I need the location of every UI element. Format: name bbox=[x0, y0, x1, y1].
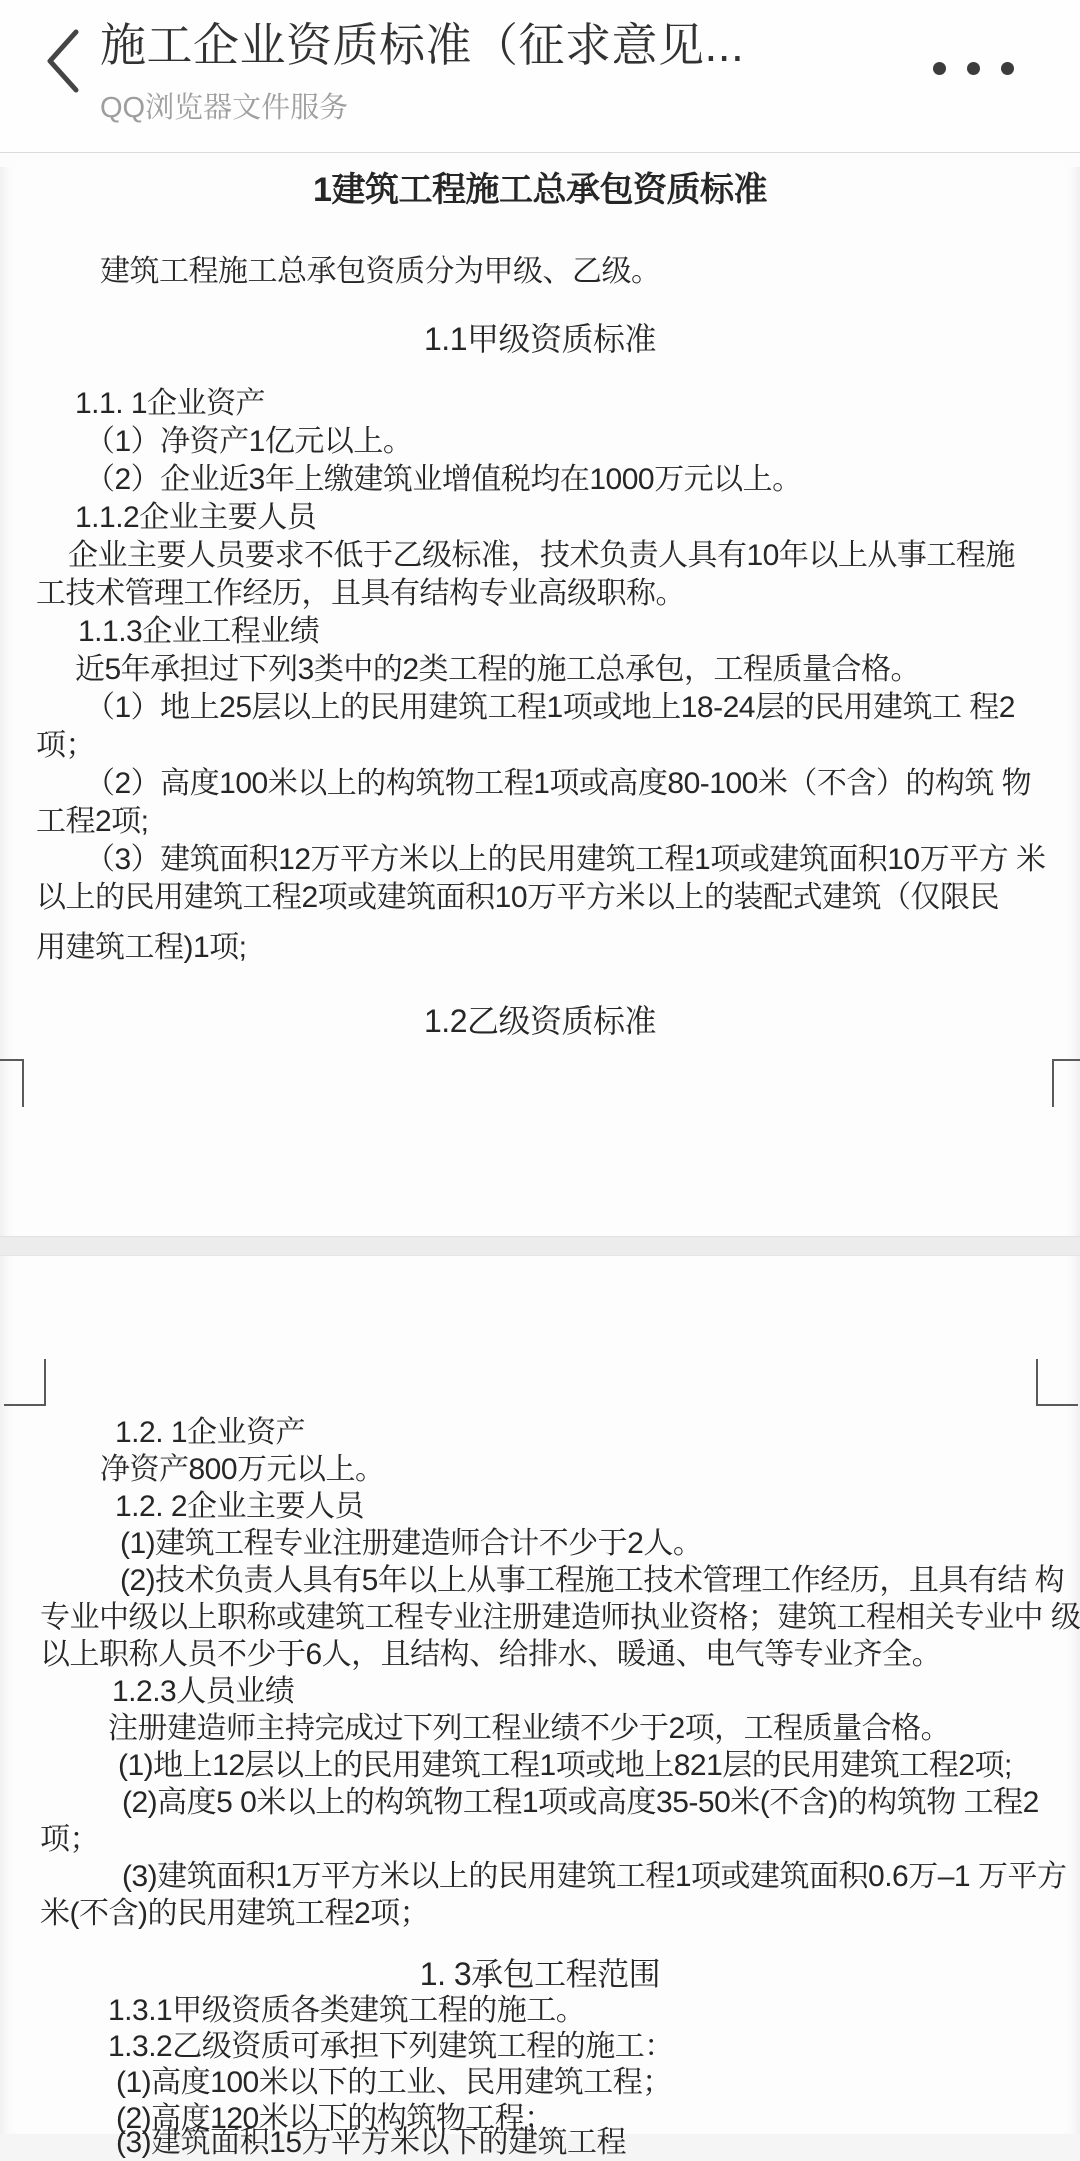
section-heading: 1建筑工程施工总承包资质标准 bbox=[313, 171, 767, 209]
page-2-body bbox=[0, 1256, 1080, 2161]
doc-line: （2）企业近3年上缴建筑业增值税均在1000万元以上。 bbox=[85, 463, 802, 496]
doc-line: 专业中级以上职称或建筑工程专业注册建造师执业资格；建筑工程相关专业中 级 bbox=[40, 1601, 1080, 1634]
page-separator bbox=[0, 1236, 1080, 1256]
doc-line: （1）净资产1亿元以上。 bbox=[85, 425, 413, 458]
three-dots-icon bbox=[1001, 62, 1014, 75]
doc-line: (1)建筑工程专业注册建造师合计不少于2人。 bbox=[120, 1527, 703, 1560]
service-subtitle: QQ浏览器文件服务 bbox=[100, 92, 349, 124]
back-button[interactable] bbox=[36, 26, 92, 96]
doc-line: 1.2. 2企业主要人员 bbox=[115, 1490, 365, 1523]
doc-line: 1.1. 1企业资产 bbox=[75, 387, 266, 420]
doc-line: 企业主要人员要求不低于乙级标准，技术负责人具有10年以上从事工程施 bbox=[68, 539, 1015, 572]
doc-line: 用建筑工程)1项; bbox=[36, 931, 247, 964]
page-corner-mark bbox=[1052, 1059, 1080, 1107]
header-bar bbox=[0, 0, 1080, 153]
scope-list bbox=[0, 1993, 1080, 2161]
section-heading: 1.2乙级资质标准 bbox=[424, 1003, 656, 1039]
doc-line: （1）地上25层以上的民用建筑工程1项或地上18-24层的民用建筑工 程2 bbox=[85, 691, 1015, 724]
doc-line: (2)高度5 0米以上的构筑物工程1项或高度35-50米(不含)的构筑物 工程2 bbox=[122, 1786, 1039, 1819]
doc-line: 1.1.2企业主要人员 bbox=[75, 501, 317, 534]
doc-line: (1)高度100米以下的工业、民用建筑工程； bbox=[116, 2066, 672, 2099]
doc-line: 项； bbox=[36, 729, 95, 762]
section-heading: 1.1甲级资质标准 bbox=[424, 321, 656, 357]
doc-line: 净资产800万元以上。 bbox=[100, 1453, 385, 1486]
doc-line: 1.2. 1企业资产 bbox=[115, 1416, 306, 1449]
doc-line-clipped: (3)建筑面积15万平方米以下的建筑工程 bbox=[116, 2126, 627, 2159]
chevron-left-icon bbox=[36, 26, 92, 96]
doc-line: （3）建筑面积12万平方米以上的民用建筑工程1项或建筑面积10万平方 米 bbox=[85, 843, 1046, 876]
document-page-2 bbox=[0, 1256, 1080, 2159]
doc-line: 1.1.3企业工程业绩 bbox=[78, 615, 320, 648]
page-corner-mark bbox=[1036, 1359, 1078, 1406]
doc-line: (2)技术负责人具有5年以上从事工程施工技术管理工作经历，且具有结 构 bbox=[120, 1564, 1065, 1597]
doc-line: 项； bbox=[40, 1823, 99, 1856]
section-heading: 1. 3承包工程范围 bbox=[419, 1956, 661, 1992]
doc-line: 注册建造师主持完成过下列工程业绩不少于2项，工程质量合格。 bbox=[108, 1712, 951, 1745]
doc-line: 米(不含)的民用建筑工程2项； bbox=[40, 1897, 430, 1930]
doc-line: 以上的民用建筑工程2项或建筑面积10万平方米以上的装配式建筑（仅限民 bbox=[36, 881, 1000, 914]
page-corner-mark bbox=[0, 1059, 24, 1107]
doc-line: 建筑工程施工总承包资质分为甲级、乙级。 bbox=[100, 255, 661, 288]
document-page-1 bbox=[0, 167, 1080, 1236]
doc-line: (2)高度120米以下的构筑物工程； bbox=[116, 2102, 554, 2135]
doc-line: （2）高度100米以上的构筑物工程1项或高度80-100米（不含）的构筑 物 bbox=[85, 767, 1032, 800]
document-title: 施工企业资质标准（征求意见... bbox=[100, 19, 745, 71]
doc-line: (1)地上12层以上的民用建筑工程1项或地上821层的民用建筑工程2项; bbox=[118, 1749, 1012, 1782]
doc-line: 以上职称人员不少于6人，且结构、给排水、暖通、电气等专业齐全。 bbox=[40, 1638, 942, 1671]
header-text-block bbox=[100, 14, 950, 128]
doc-line: 1.2.3人员业绩 bbox=[112, 1675, 295, 1708]
doc-line: 1.3.1甲级资质各类建筑工程的施工。 bbox=[108, 1994, 586, 2027]
doc-line: 工技术管理工作经历，且具有结构专业高级职称。 bbox=[36, 577, 685, 610]
doc-line: 1.3.2乙级资质可承担下列建筑工程的施工： bbox=[108, 2030, 674, 2063]
doc-line: (3)建筑面积1万平方米以上的民用建筑工程1项或建筑面积0.6万–1 万平方 bbox=[122, 1860, 1067, 1893]
doc-line: 工程2项; bbox=[36, 805, 149, 838]
page-corner-mark bbox=[4, 1359, 46, 1406]
doc-line: 近5年承担过下列3类中的2类工程的施工总承包，工程质量合格。 bbox=[75, 653, 921, 686]
more-menu-button[interactable] bbox=[929, 52, 1018, 85]
three-dots-icon bbox=[933, 62, 946, 75]
three-dots-icon bbox=[967, 62, 980, 75]
